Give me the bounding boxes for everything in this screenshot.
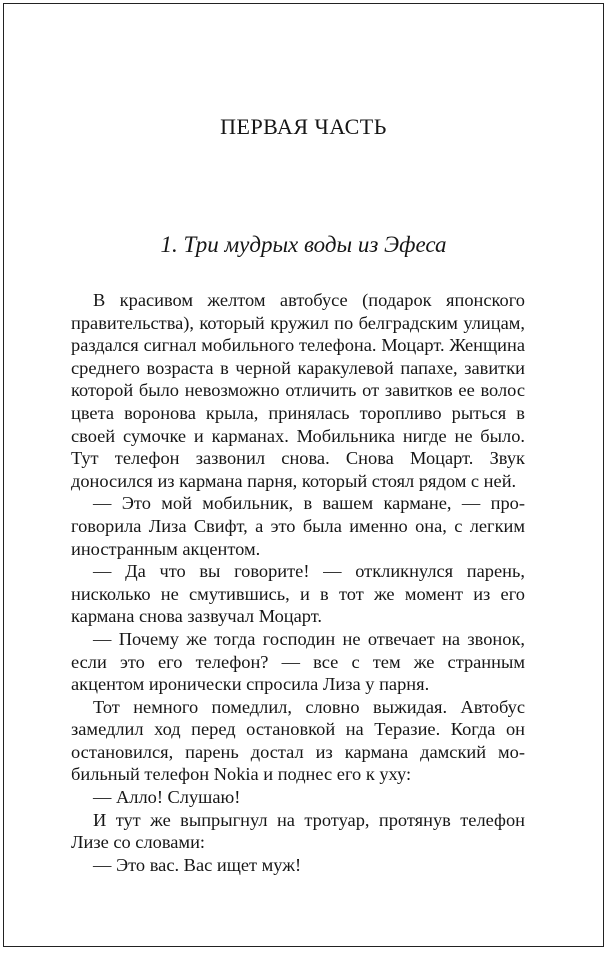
part-title: ПЕРВАЯ ЧАСТЬ xyxy=(220,114,387,139)
paragraph: — Алло! Слушаю! xyxy=(93,787,241,808)
paragraph: — Это вас. Вас ищет муж! xyxy=(93,854,302,875)
paragraph: — Это мой мобильник, в вашем кармане, — проговорила Лиза Свифт, а это была именно она, с легким иностранным акцентом. xyxy=(71,493,525,559)
book-page xyxy=(3,3,604,947)
body-text xyxy=(71,289,525,876)
paragraph: В красивом желтом автобусе (подарок японского правительства), который кружил по белградским улицам, раздался сигнал мобильного телефона. Моцарт. Женщина среднего возраста в черной каракулевой папахе, завитки которой было невозможно отличить от завитков ее волос цвета воронова крыла, принялась торопливо рыться в своей сумочке и карманах. Мобильника нигде не было. Тут телефон зазвонил снова. Снова Моцарт. Звук доносился из кармана парня, который стоял рядом с ней. xyxy=(71,290,525,491)
paragraph: И тут же выпрыгнул на тротуар, протянув телефон Лизе со словами: xyxy=(71,809,525,853)
paragraph: Тот немного помедлил, словно выжидая. Автобус замедлил ход перед остановкой на Теразие. Когда он остановился, парень достал из кармана дамский мобильный телефон Nokia и поднес его к уху: xyxy=(71,696,525,785)
paragraph: — Почему же тогда господин не отвечает на звонок, если это его телефон? — все с тем же странным акцентом иронически спросила Лиза у парня. xyxy=(71,628,525,695)
chapter-title: 1. Три мудрых воды из Эфеса xyxy=(160,232,447,257)
paragraph: — Да что вы говорите! — откликнулся парень, нисколько не смутившись, и в тот же момент из его кармана снова зазвучал Моцарт. xyxy=(71,561,525,627)
